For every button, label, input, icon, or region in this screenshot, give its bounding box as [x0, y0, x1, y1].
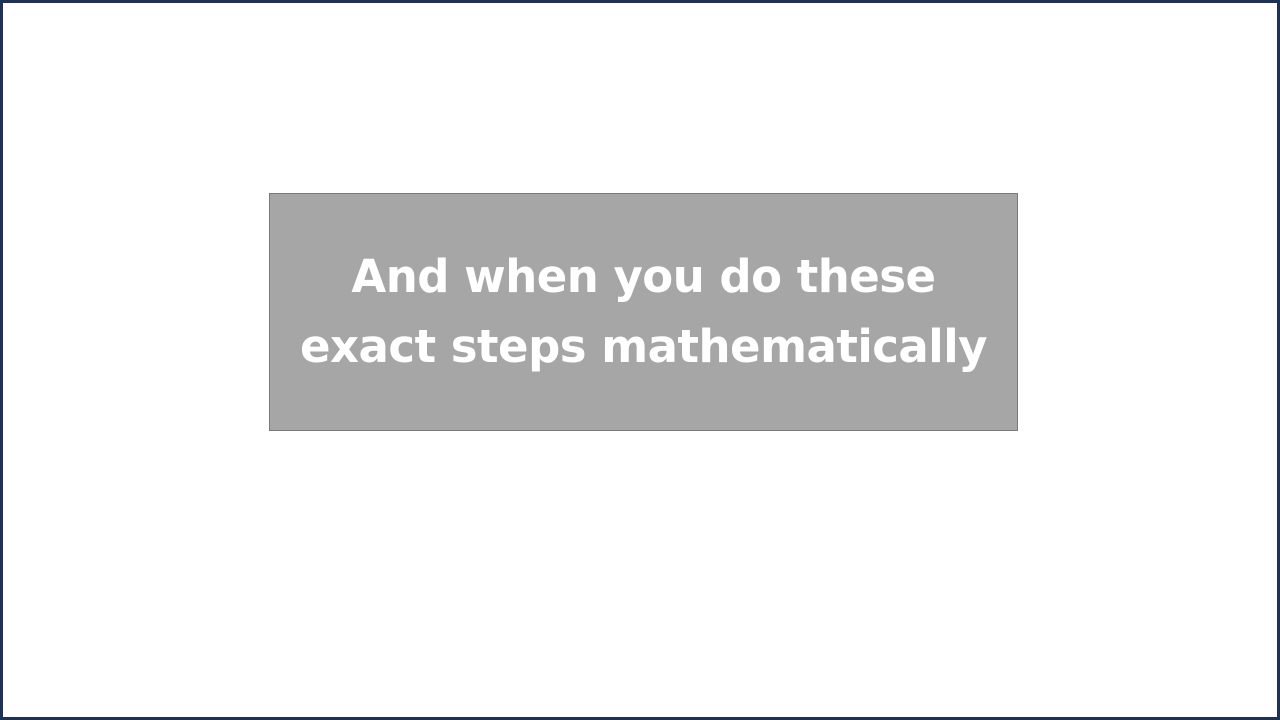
caption-box	[269, 193, 1018, 431]
caption-text: And when you do these exact steps mathematically	[300, 250, 987, 373]
